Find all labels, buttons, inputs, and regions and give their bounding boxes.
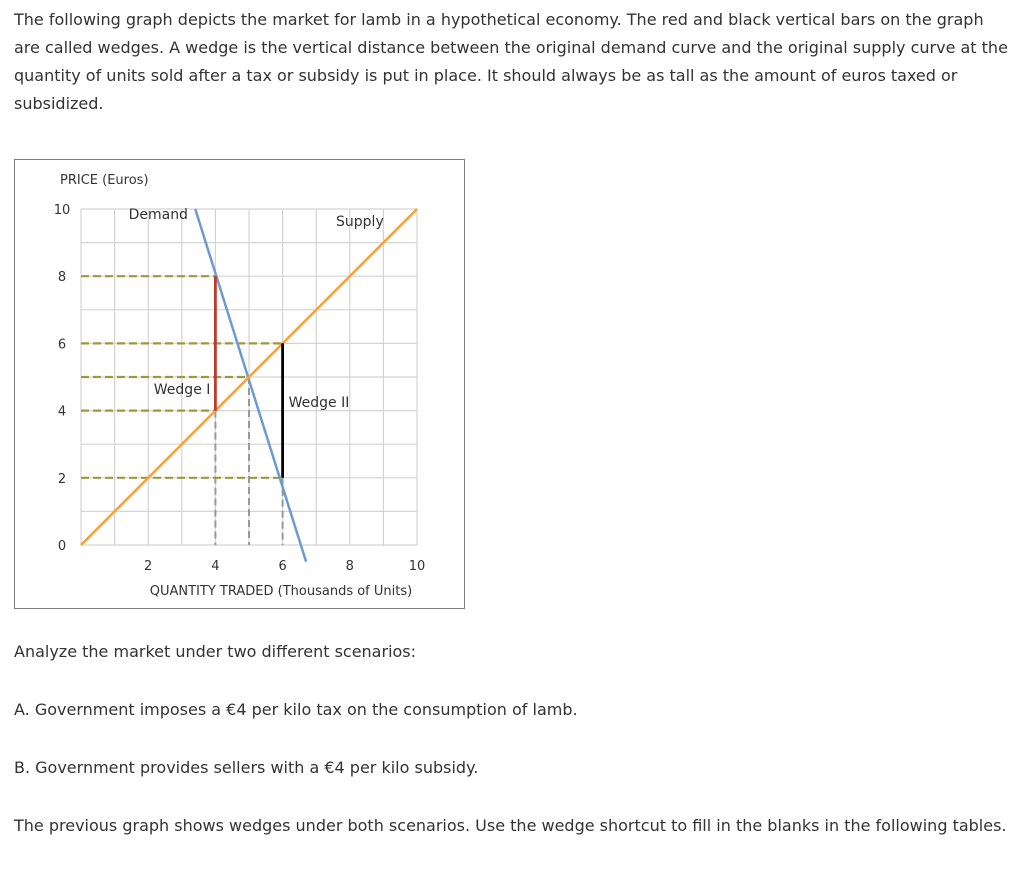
x-tick-label: 4 bbox=[211, 559, 220, 574]
x-tick-label: 10 bbox=[408, 559, 426, 574]
y-tick-label: 10 bbox=[53, 203, 71, 218]
y-tick-label: 6 bbox=[57, 337, 67, 353]
analyze-text: Analyze the market under two different scenarios: bbox=[14, 642, 417, 661]
market-chart bbox=[14, 159, 465, 609]
wedge-2-label: Wedge II bbox=[288, 395, 350, 412]
scenario-b-text: B. Government provides sellers with a €4 per kilo subsidy. bbox=[14, 758, 479, 777]
y-tick-label: 0 bbox=[57, 539, 67, 554]
x-axis-label: QUANTITY TRADED (Thousands of Units) bbox=[149, 584, 413, 599]
scenario-a-text: A. Government imposes a €4 per kilo tax on the consumption of lamb. bbox=[14, 700, 578, 719]
wedge-1-label: Wedge I bbox=[153, 381, 211, 398]
y-tick-label: 2 bbox=[57, 471, 67, 487]
x-tick-label: 8 bbox=[345, 559, 354, 574]
x-tick-label: 6 bbox=[278, 559, 287, 574]
intro-text: The following graph depicts the market for lamb in a hypothetical economy. The red and black vertical bars on the graph are called wedges. A wedge is the vertical distance between the original demand curve and the original supply curve at the quantity of units sold after a tax or subsidy is put in place. It should always be as tall as the amount of euros taxed or subsidized. bbox=[14, 10, 1008, 113]
demand-label: Demand bbox=[128, 207, 188, 224]
closing-text: The previous graph shows wedges under both scenarios. Use the wedge shortcut to fill in the blanks in the following tables. bbox=[14, 816, 1007, 835]
y-tick-label: 8 bbox=[57, 270, 67, 286]
supply-label: Supply bbox=[336, 213, 384, 230]
demand-curve bbox=[195, 209, 306, 562]
y-tick-label: 4 bbox=[57, 404, 67, 420]
y-axis-label: PRICE (Euros) bbox=[60, 173, 149, 188]
chart-svg bbox=[15, 160, 464, 608]
x-tick-label: 2 bbox=[144, 559, 153, 574]
